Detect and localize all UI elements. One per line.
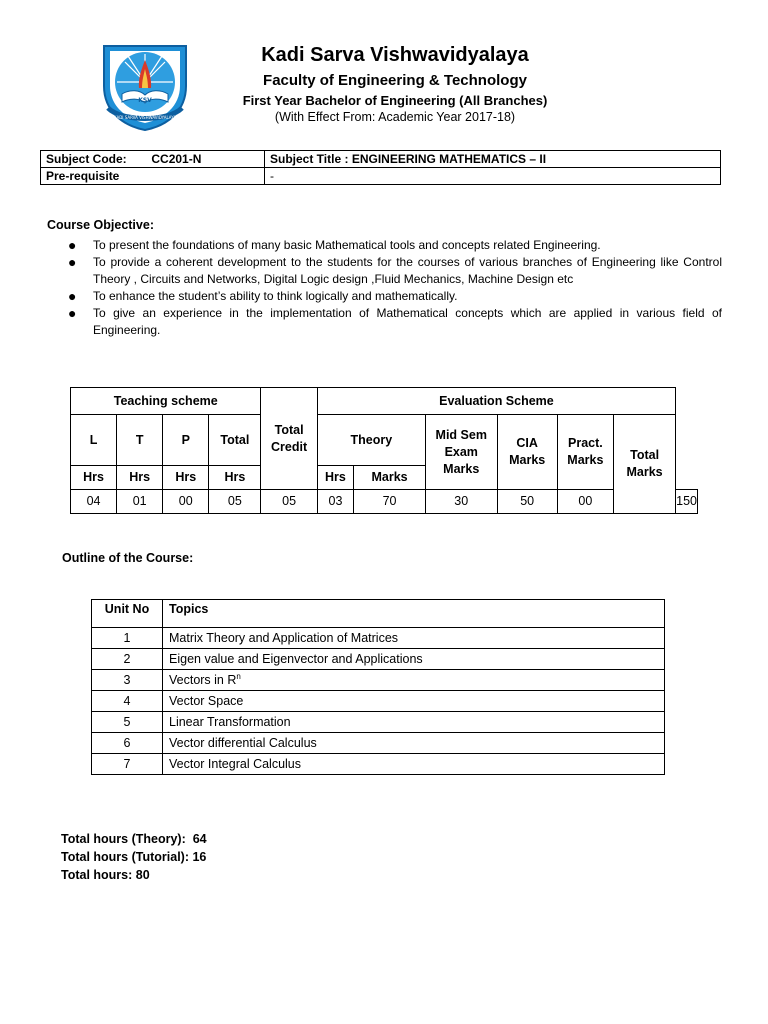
total-hours xyxy=(61,830,207,884)
subject-table xyxy=(40,150,721,185)
bullet-icon: ● xyxy=(68,305,77,321)
topics-header: Topics xyxy=(163,600,665,628)
logo-ring-text: KADI SARVA VISHWAVIDYALAYA xyxy=(113,115,177,120)
t-header: T xyxy=(117,415,163,466)
table-row: 7 Vector Integral Calculus xyxy=(92,754,665,775)
total-marks-header: Total Marks xyxy=(614,415,676,514)
evaluation-scheme-header: Evaluation Scheme xyxy=(317,388,675,415)
overall-hours: Total hours: 80 xyxy=(61,868,150,882)
p-value: 00 xyxy=(163,490,209,514)
credit-value: 05 xyxy=(261,490,317,514)
theory-header: Theory xyxy=(317,415,425,466)
university-name: Kadi Sarva Vishwavidyalaya xyxy=(261,44,529,66)
bullet-icon: ● xyxy=(68,288,77,304)
faculty-name: Faculty of Engineering & Technology xyxy=(263,72,527,89)
tutorial-hours: Total hours (Tutorial): 16 xyxy=(61,850,207,864)
hrs-header: Hrs xyxy=(209,466,261,490)
superscript: n xyxy=(236,672,241,682)
total-marks-value: 150 xyxy=(676,490,698,514)
table-row: 5 Linear Transformation xyxy=(92,712,665,733)
hrs-header: Hrs xyxy=(117,466,163,490)
logo-text: KSV xyxy=(138,97,152,104)
cia-header: CIA Marks xyxy=(497,415,557,490)
bullet-icon: ● xyxy=(68,254,77,270)
effect-date: (With Effect From: Academic Year 2017-18) xyxy=(274,110,516,124)
hrs-header: Hrs xyxy=(71,466,117,490)
subject-title: ENGINEERING MATHEMATICS – II xyxy=(351,152,547,166)
teaching-scheme-header: Teaching scheme xyxy=(71,388,261,415)
table-row: 3 Vectors in $R^n$ xyxy=(92,670,665,691)
subject-title-cell xyxy=(265,151,721,168)
p-header: P xyxy=(163,415,209,466)
theory-hrs-value: 03 xyxy=(317,490,353,514)
scheme-table xyxy=(70,387,698,514)
midsem-value: 30 xyxy=(425,490,497,514)
objective-item: ● To provide a coherent development to the students for the courses of various branches of Engineering like Control Theory , Circuits and Networks, Digital Logic design ,Fluid Mechanics, Machine Design etc xyxy=(68,254,722,286)
l-header: L xyxy=(71,415,117,466)
university-logo xyxy=(96,42,194,132)
total-credit-header: Total Credit xyxy=(261,388,317,490)
theory-marks-value: 70 xyxy=(354,490,426,514)
pract-header: Pract. Marks xyxy=(557,415,613,490)
table-row: 4 Vector Space xyxy=(92,691,665,712)
prereq-label: Pre-requisite xyxy=(41,168,265,185)
topics-table xyxy=(91,599,665,775)
program-name: First Year Bachelor of Engineering (All Branches) xyxy=(242,93,548,108)
unit-no-header: Unit No xyxy=(92,600,163,628)
hrs-header: Hrs xyxy=(163,466,209,490)
l-value: 04 xyxy=(71,490,117,514)
table-row: 6 Vector differential Calculus xyxy=(92,733,665,754)
bullet-icon: ● xyxy=(68,237,77,253)
subject-code-cell xyxy=(41,151,265,168)
outline-title: Outline of the Course: xyxy=(62,551,194,565)
theory-marks-header: Marks xyxy=(354,466,426,490)
subject-title-label: Subject Title : xyxy=(270,152,349,166)
cia-value: 50 xyxy=(497,490,557,514)
objective-item: ● To give an experience in the implementation of Mathematical concepts which are applied in various field of Engineering. xyxy=(68,305,722,337)
pract-value: 00 xyxy=(557,490,613,514)
objective-item: ● To present the foundations of many basic Mathematical tools and concepts related Engineering. xyxy=(68,237,601,253)
midsem-header: Mid Sem Exam Marks xyxy=(425,415,497,490)
course-objective-title: Course Objective: xyxy=(47,218,154,232)
subject-code-label: Subject Code: xyxy=(46,152,127,166)
subject-code: CC201-N xyxy=(151,152,202,166)
total-value: 05 xyxy=(209,490,261,514)
prereq-value: - xyxy=(265,168,721,185)
table-row: 2 Eigen value and Eigenvector and Applications xyxy=(92,649,665,670)
theory-hrs-header: Hrs xyxy=(317,466,353,490)
t-value: 01 xyxy=(117,490,163,514)
objective-item: ● To enhance the student’s ability to think logically and mathematically. xyxy=(68,288,458,304)
total-header: Total xyxy=(209,415,261,466)
objective-list xyxy=(66,237,722,339)
table-row: 1 Matrix Theory and Application of Matrices xyxy=(92,628,665,649)
theory-hours: Total hours (Theory): 64 xyxy=(61,832,207,846)
